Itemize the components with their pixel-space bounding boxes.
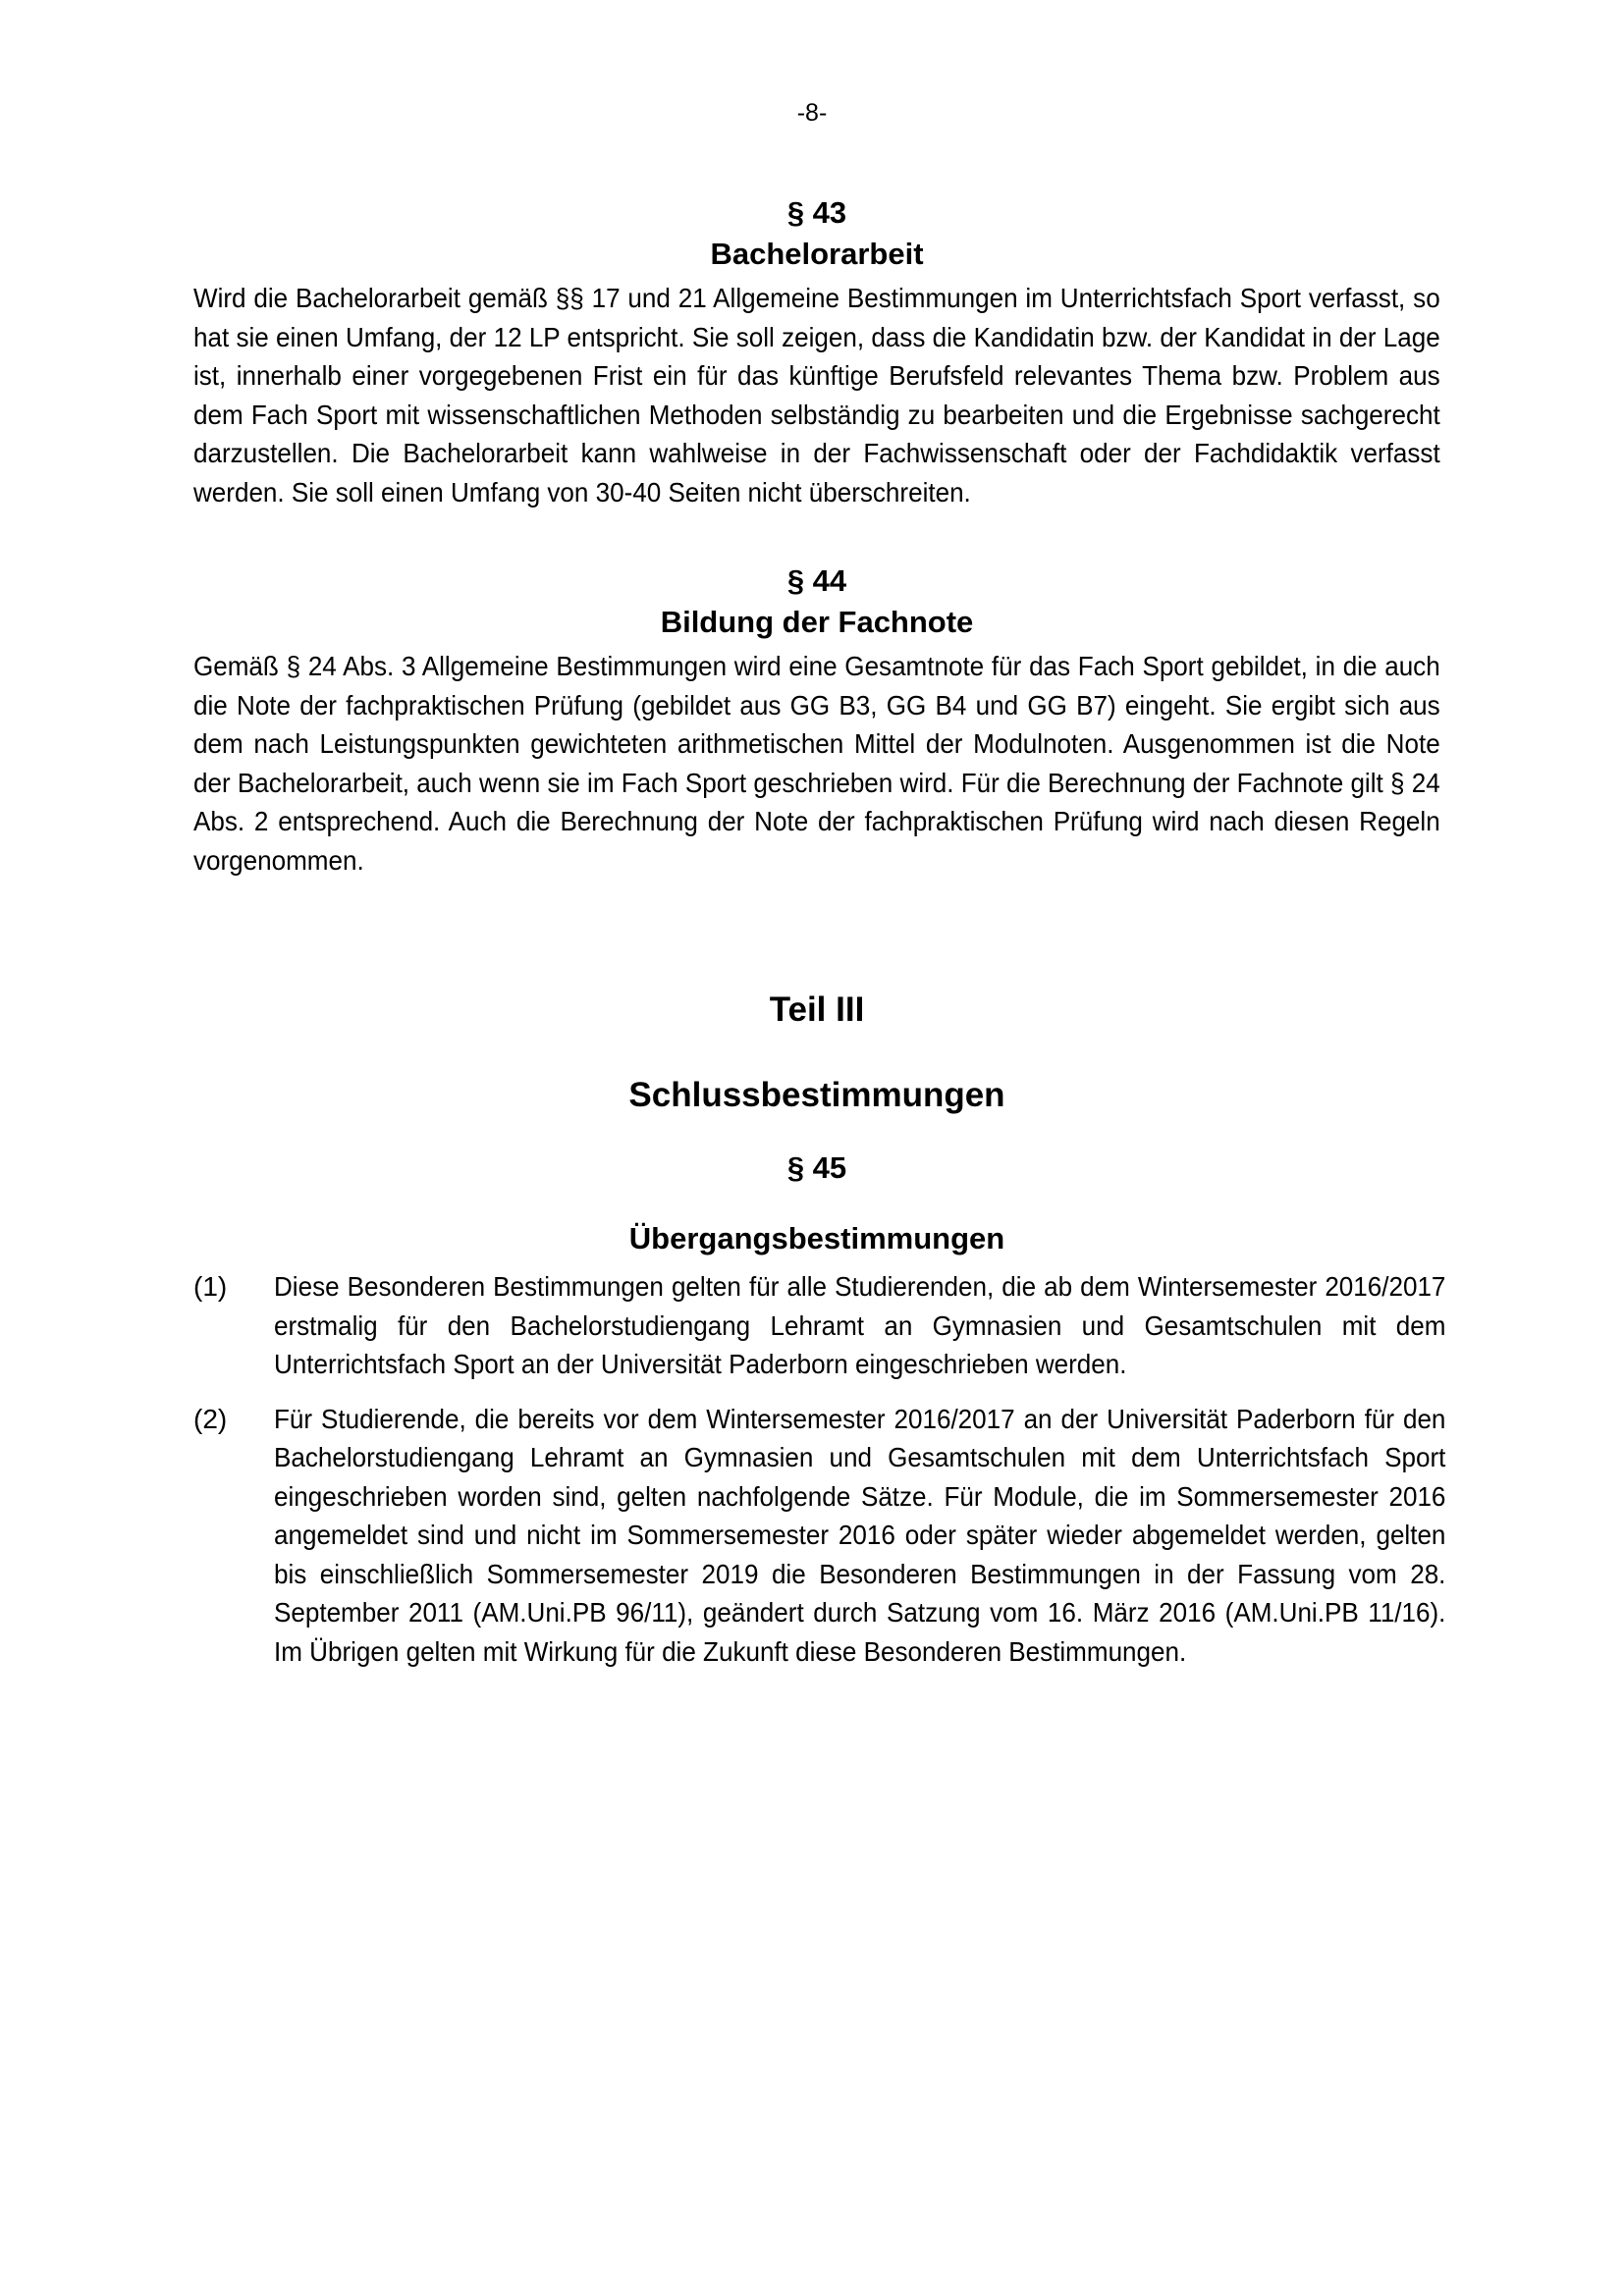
part-3-label: Teil III — [769, 990, 865, 1029]
section-43-text: Wird die Bachelorarbeit gemäß §§ 17 und 21 Allgemeine Bestimmungen im Unterrichtsfach Sport verfasst, so hat sie einen Umfang, der 12 LP entspricht. Sie soll zeigen, dass die Kandidatin bzw. der Kandidat in der Lage ist, innerhalb einer vorgegebenen Frist ein für das künftige Berufsfeld relevantes Thema bzw. Problem aus dem Fach Sport mit wissenschaftlichen Methoden selbständig zu bearbeiten und die Ergebnisse sachgerecht darzustellen. Die Bachelorarbeit kann wahlweise in der Fachwissenschaft oder der Fachdidaktik verfasst werden. Sie soll einen Umfang von 30-40 Seiten nicht überschreiten. — [193, 283, 1440, 507]
part-3 — [193, 988, 1440, 1118]
list-item — [193, 1400, 1446, 1672]
section-44-text: Gemäß § 24 Abs. 3 Allgemeine Bestimmungen wird eine Gesamtnote für das Fach Sport gebildet, in die auch die Note der fachpraktischen Prüfung (gebildet aus GG B3, GG B4 und GG B7) eingeht. Sie ergibt sich aus dem nach Leistungspunkten gewichteten arithmetischen Mittel der Modulnoten. Ausgenommen ist die Note der Bachelorarbeit, auch wenn sie im Fach Sport geschrieben wird. Für die Berechnung der Fachnote gilt § 24 Abs. 2 entsprechend. Auch die Berechnung der Note der fachpraktischen Prüfung wird nach diesen Regeln vorgenommen. — [193, 651, 1440, 876]
list-item-number: (1) — [193, 1271, 228, 1302]
page-number: -8- — [796, 99, 828, 127]
section-43-title: Bachelorarbeit — [710, 237, 924, 271]
list-item-number: (2) — [193, 1403, 228, 1434]
section-44-number: § 44 — [786, 563, 847, 598]
part-3-title: Schlussbestimmungen — [628, 1076, 1005, 1114]
section-43 — [193, 192, 1440, 511]
list-item — [193, 1267, 1446, 1384]
section-43-number: § 43 — [786, 195, 847, 230]
list-item-text: Diese Besonderen Bestimmungen gelten für alle Studierenden, die ab dem Wintersemester 2016/2017 erstmalig für den Bachelorstudiengang Lehramt an Gymnasien und Gesamtschulen mit dem Unterrichtsfach Sport an der Universität Paderborn eingeschrieben werden. — [274, 1271, 1446, 1379]
section-44-title: Bildung der Fachnote — [660, 605, 974, 639]
list-item-text: Für Studierende, die bereits vor dem Wintersemester 2016/2017 an der Universität Paderborn für den Bachelorstudiengang Lehramt an Gymnasien und Gesamtschulen mit dem Unterrichtsfach Sport eingeschrieben worden sind, gelten nachfolgende Sätze. Für Module, die im Sommersemester 2016 angemeldet sind und nicht im Sommersemester 2016 oder später wieder abgemeldet werden, gelten bis einschließlich Sommersemester 2019 die Besonderen Bestimmungen in der Fassung vom 28. September 2011 (AM.Uni.PB 96/11), geändert durch Satzung vom 16. März 2016 (AM.Uni.PB 11/16). Im Übrigen gelten mit Wirkung für die Zukunft diese Besonderen Bestimmungen. — [274, 1403, 1446, 1667]
section-45-number: § 45 — [786, 1150, 847, 1185]
section-44 — [193, 561, 1440, 880]
section-45 — [193, 1148, 1446, 1671]
section-45-title: Übergangsbestimmungen — [628, 1221, 1005, 1255]
page-content — [193, 192, 1446, 1671]
